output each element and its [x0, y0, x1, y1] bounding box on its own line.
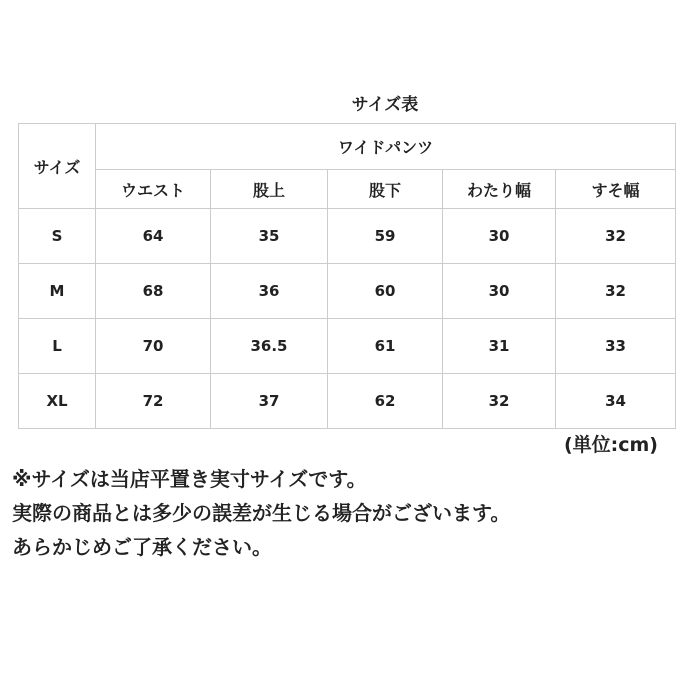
column-header-waist: ウエスト: [96, 170, 211, 209]
note-line: あらかじめご了承ください。: [12, 535, 272, 559]
table-row: [19, 319, 676, 374]
table-cell: 62: [328, 374, 443, 429]
table-header-row-measures: [19, 170, 676, 209]
table-cell: 61: [328, 319, 443, 374]
size-label: M: [19, 264, 96, 319]
table-header-row-group: [19, 124, 676, 170]
table-cell: 32: [556, 209, 676, 264]
table-row: [19, 209, 676, 264]
table-row: [19, 264, 676, 319]
disclaimer-notes: [12, 462, 692, 564]
table-cell: 70: [96, 319, 211, 374]
table-cell: 33: [556, 319, 676, 374]
table-cell: 37: [211, 374, 328, 429]
table-cell: 32: [443, 374, 556, 429]
size-label: XL: [19, 374, 96, 429]
column-header-rise: 股上: [211, 170, 328, 209]
table-cell: 59: [328, 209, 443, 264]
size-table: [18, 123, 676, 429]
column-header-thigh-width: わたり幅: [443, 170, 556, 209]
table-cell: 72: [96, 374, 211, 429]
table-cell: 36.5: [211, 319, 328, 374]
table-cell: 35: [211, 209, 328, 264]
table-cell: 64: [96, 209, 211, 264]
table-cell: 60: [328, 264, 443, 319]
corner-header-size: サイズ: [19, 124, 96, 209]
page-title: サイズ表: [351, 95, 419, 115]
table-cell: 30: [443, 264, 556, 319]
table-row: [19, 374, 676, 429]
table-cell: 36: [211, 264, 328, 319]
column-header-hem-width: すそ幅: [556, 170, 676, 209]
size-label: L: [19, 319, 96, 374]
group-header-product: ワイドパンツ: [96, 124, 676, 170]
table-cell: 68: [96, 264, 211, 319]
unit-note: (単位:cm): [563, 434, 658, 456]
table-cell: 30: [443, 209, 556, 264]
table-cell: 31: [443, 319, 556, 374]
table-cell: 34: [556, 374, 676, 429]
size-label: S: [19, 209, 96, 264]
column-header-inseam: 股下: [328, 170, 443, 209]
note-line: ※サイズは当店平置き実寸サイズです。: [12, 467, 367, 491]
table-cell: 32: [556, 264, 676, 319]
note-line: 実際の商品とは多少の誤差が生じる場合がございます。: [12, 501, 511, 525]
